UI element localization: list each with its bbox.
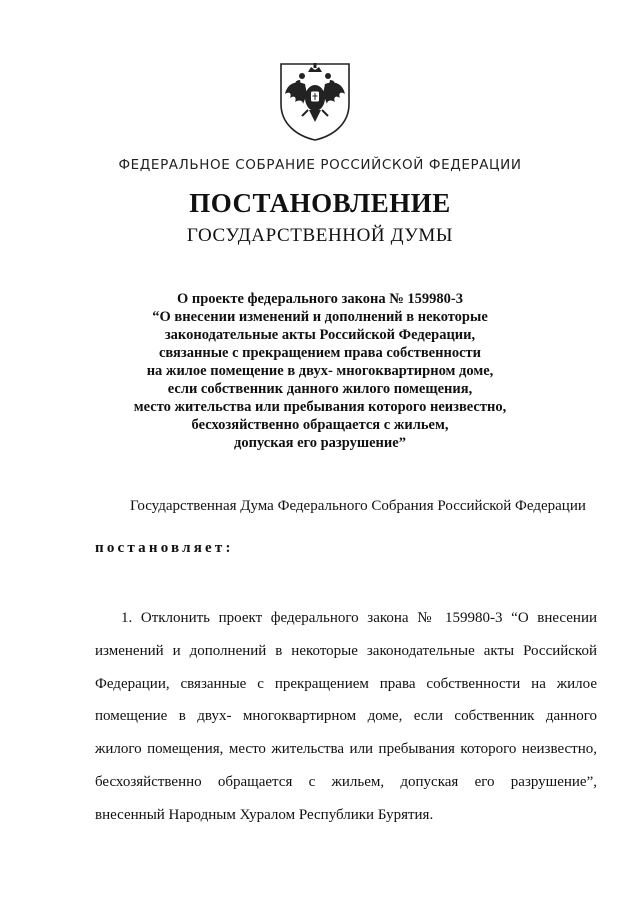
subject-line: допуская его разрушение”	[234, 435, 406, 451]
paragraph-line: Федерации, связанные с прекращением права собственности на жилое	[95, 675, 597, 692]
paragraph-1	[95, 602, 597, 832]
subject-line: связанные с прекращением права собственности	[158, 345, 481, 361]
russian-coat-of-arms-icon	[275, 60, 355, 142]
preamble-text: Государственная Дума Федерального Собрания Российской Федерации	[130, 498, 586, 514]
paragraph-line: 1. Отклонить проект федерального закона № 159980-3 “О внесении	[121, 610, 597, 626]
paragraph-line: жилого помещения, место жительства или пребывания которого неизвестно,	[95, 741, 597, 758]
paragraph-line: внесенный Народным Хуралом Республики Бурятия.	[95, 806, 434, 823]
subject-line: О проекте федерального закона № 159980-3	[176, 291, 464, 307]
document-subject	[100, 290, 540, 452]
subject-line: если собственник данного жилого помещения,	[167, 381, 473, 397]
paragraph-line: бесхозяйственно обращается с жильем, допуская его разрушение”,	[95, 773, 597, 790]
paragraph-line: помещение в двух- многоквартирном доме, если собственник данного	[95, 708, 597, 725]
organization-name: ФЕДЕРАЛЬНОЕ СОБРАНИЕ РОССИЙСКОЙ ФЕДЕРАЦИИ	[118, 157, 522, 173]
subject-line: законодательные акты Российской Федерации,	[164, 327, 476, 343]
subject-line: на жилое помещение в двух- многоквартирном доме,	[146, 363, 494, 379]
paragraph-line: изменений и дополнений в некоторые законодательные акты Российской	[95, 642, 597, 659]
subject-line: бесхозяйственно обращается с жильем,	[191, 417, 449, 433]
subject-line: “О внесении изменений и дополнений в некоторые	[152, 309, 488, 325]
resolves-text: постановляет:	[95, 540, 234, 556]
document-type-title: ПОСТАНОВЛЕНИЕ	[189, 188, 451, 218]
issuing-body: ГОСУДАРСТВЕННОЙ ДУМЫ	[186, 225, 454, 246]
subject-line: место жительства или пребывания которого неизвестно,	[133, 399, 507, 415]
